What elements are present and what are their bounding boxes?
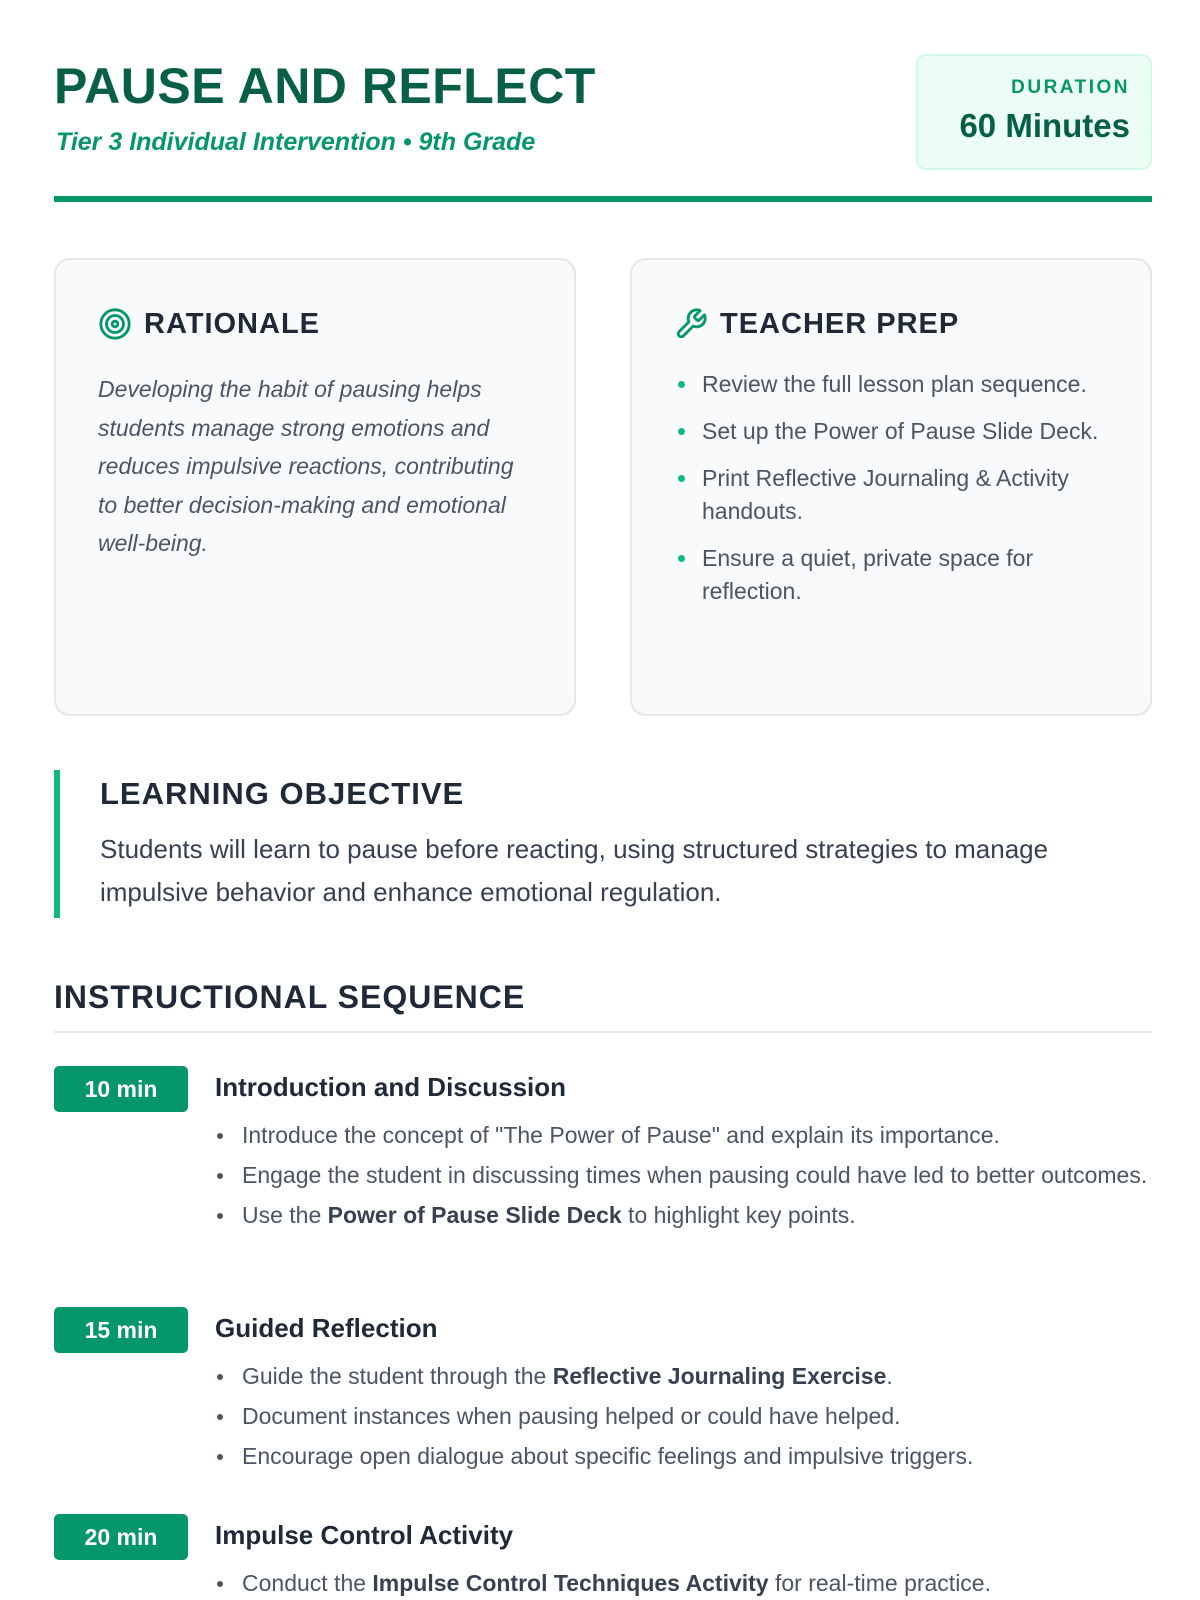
- rationale-header: [98, 304, 320, 344]
- teacher-prep-header: [674, 304, 959, 344]
- header: [54, 54, 1152, 204]
- lesson-plan-page: [54, 0, 1152, 1600]
- resource-name: Power of Pause Slide Deck: [327, 1202, 622, 1228]
- step-list: [215, 1119, 1152, 1239]
- page-title: PAUSE AND REFLECT: [54, 58, 596, 114]
- step-item: Document instances when pausing helped or could have helped.: [215, 1400, 1152, 1433]
- prep-item: Print Reflective Journaling & Activity handouts.: [674, 462, 1122, 528]
- step-item-text: Use the: [242, 1202, 328, 1228]
- teacher-prep-card: [630, 258, 1152, 716]
- step-title: Impulse Control Activity: [215, 1520, 514, 1550]
- step-title: Introduction and Discussion: [215, 1072, 567, 1102]
- header-divider: [54, 196, 1152, 202]
- time-badge: 15 min: [54, 1307, 188, 1353]
- step-item-text: to highlight key points.: [621, 1202, 856, 1228]
- target-icon: [98, 307, 132, 341]
- step-item: [215, 1199, 1152, 1232]
- duration-box: [916, 54, 1152, 170]
- time-badge: 10 min: [54, 1066, 188, 1112]
- step-title: Guided Reflection: [215, 1313, 438, 1343]
- teacher-prep-list: [674, 368, 1122, 622]
- step-item-text: Guide the student through the: [242, 1363, 553, 1389]
- resource-name: Impulse Control Techniques Activity: [372, 1570, 769, 1596]
- prep-item: Ensure a quiet, private space for reflection.: [674, 542, 1122, 608]
- sequence-divider: [54, 1031, 1152, 1033]
- prep-item: Review the full lesson plan sequence.: [674, 368, 1122, 401]
- objective-text: Students will learn to pause before reacting, using structured strategies to manage impulsive behavior and enhance emotional regulation.: [100, 834, 1049, 907]
- step-item: [215, 1567, 1152, 1600]
- step-list: [215, 1567, 1152, 1600]
- step-item: Engage the student in discussing times when pausing could have led to better outcomes.: [215, 1159, 1152, 1192]
- rationale-title: RATIONALE: [144, 308, 321, 340]
- step-item: Introduce the concept of "The Power of Pause" and explain its importance.: [215, 1119, 1152, 1152]
- step-item-text: .: [886, 1363, 893, 1389]
- time-badge: 20 min: [54, 1514, 188, 1560]
- step-list: [215, 1360, 1152, 1480]
- step-item-text: for real-time practice.: [768, 1570, 991, 1596]
- step-item-text: Conduct the: [242, 1570, 373, 1596]
- learning-objective: [54, 770, 1152, 918]
- step-item: Encourage open dialogue about specific feelings and impulsive triggers.: [215, 1440, 1152, 1473]
- resource-name: Reflective Journaling Exercise: [552, 1363, 887, 1389]
- duration-label: DURATION: [1011, 77, 1130, 98]
- duration-value: 60 Minutes: [959, 107, 1130, 144]
- page-subtitle: Tier 3 Individual Intervention • 9th Grade: [56, 128, 536, 156]
- wrench-icon: [674, 307, 708, 341]
- teacher-prep-title: TEACHER PREP: [720, 308, 960, 340]
- sequence-title: INSTRUCTIONAL SEQUENCE: [54, 979, 526, 1015]
- rationale-text: Developing the habit of pausing helps students manage strong emotions and reduces impulsive reactions, contributing to better decision-making and emotional well-being.: [98, 376, 514, 556]
- rationale-card: [54, 258, 576, 716]
- step-item: [215, 1360, 1152, 1393]
- prep-item: Set up the Power of Pause Slide Deck.: [674, 415, 1122, 448]
- objective-title: LEARNING OBJECTIVE: [100, 776, 465, 811]
